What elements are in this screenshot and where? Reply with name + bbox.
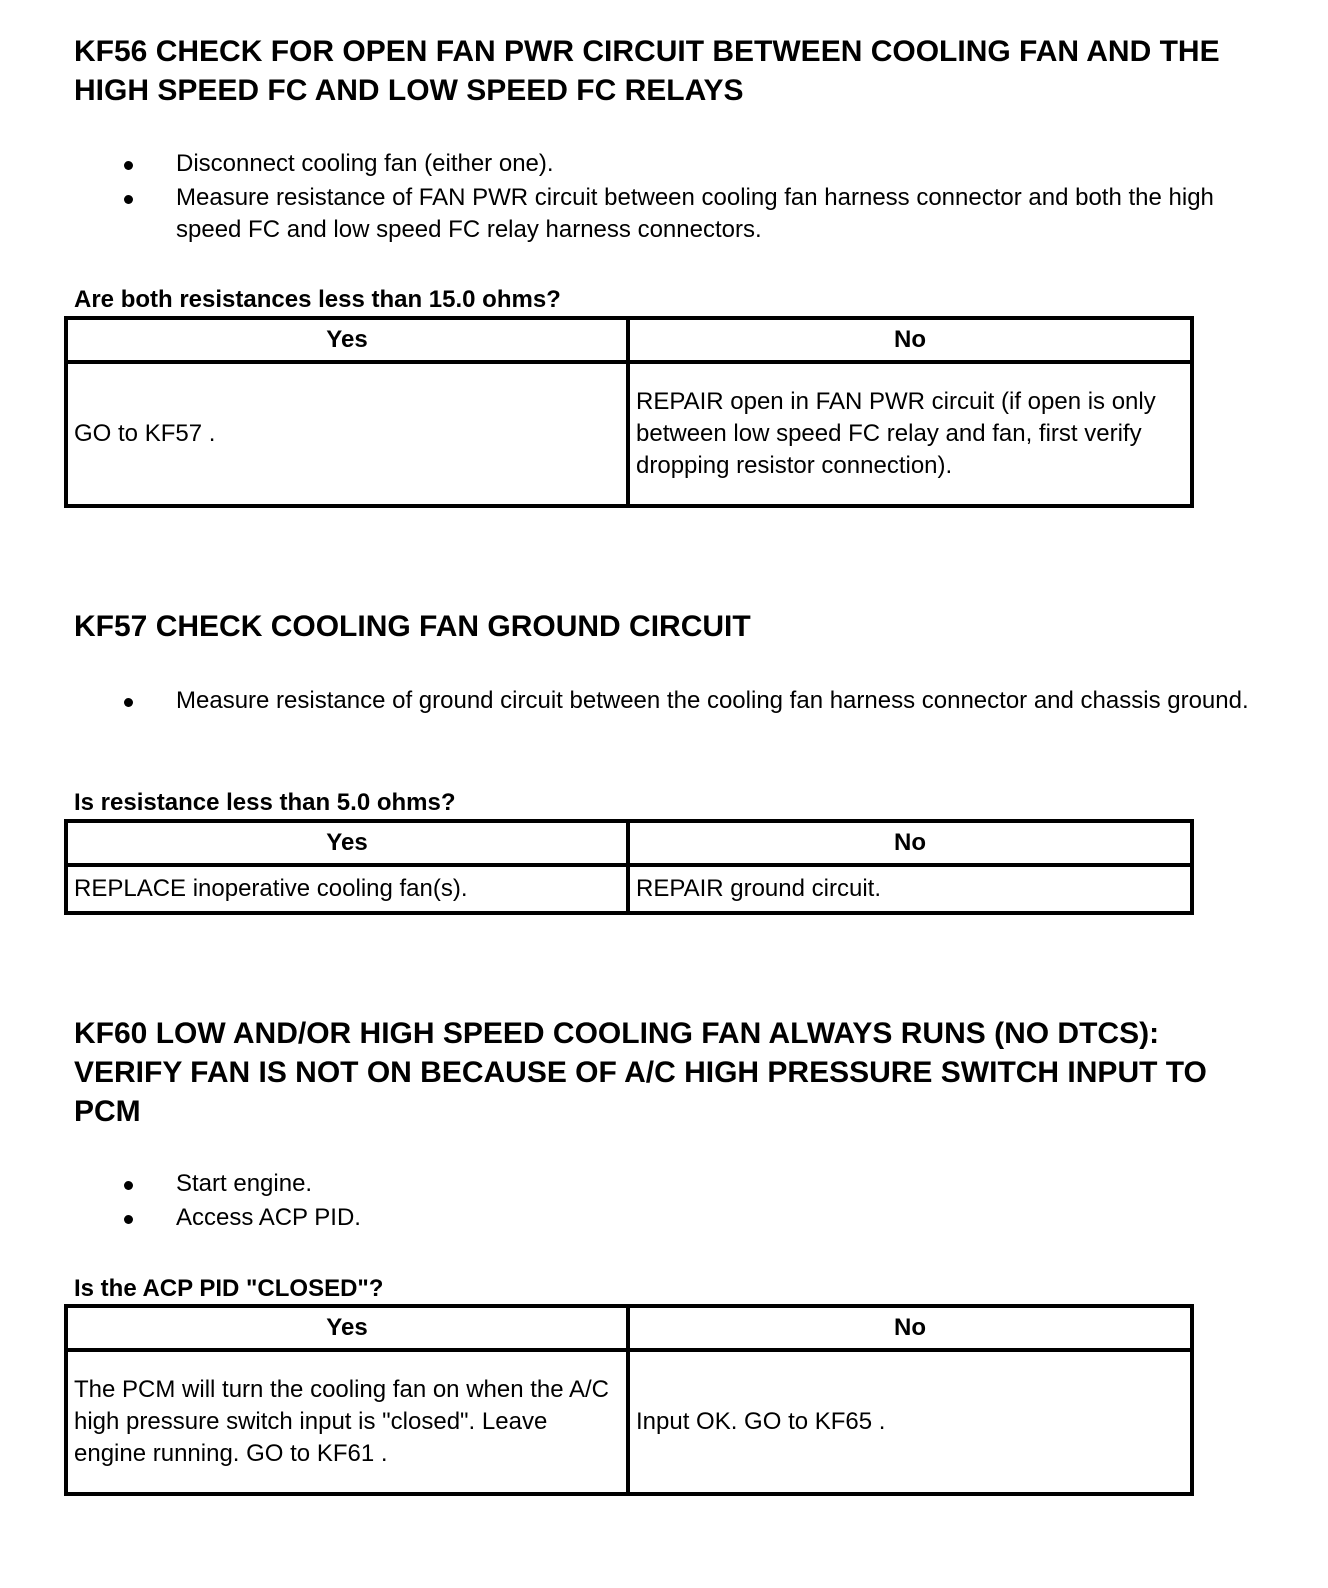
section-title: KF60 LOW AND/OR HIGH SPEED COOLING FAN ALWAYS RUNS (NO DTCS): VERIFY FAN IS NOT ON BECAUSE OF A/C HIGH PRESSURE SWITCH INPUT TO PCM xyxy=(74,1017,1207,1128)
step-list xyxy=(0,148,1328,248)
no-cell: Input OK. GO to KF65 . xyxy=(628,1350,1192,1494)
yes-cell: REPLACE inoperative cooling fan(s). xyxy=(66,865,628,913)
section-title: KF57 CHECK COOLING FAN GROUND CIRCUIT xyxy=(74,610,751,643)
bullet-icon xyxy=(124,1181,133,1190)
bullet-icon xyxy=(124,195,133,204)
yes-header: Yes xyxy=(66,1306,628,1350)
bullet-icon xyxy=(124,161,133,170)
no-header: No xyxy=(628,318,1192,362)
step-item: Access ACP PID. xyxy=(0,1202,1328,1234)
step-list xyxy=(0,1168,1328,1236)
bullet-icon xyxy=(124,698,133,707)
question-text: Is the ACP PID "CLOSED"? xyxy=(74,1275,384,1302)
step-item: Measure resistance of ground circuit between the cooling fan harness connector and chassis ground. xyxy=(0,685,1328,717)
bullet-icon xyxy=(124,1215,133,1224)
answer-table xyxy=(64,316,1194,508)
answer-table xyxy=(64,819,1194,915)
step-list xyxy=(0,685,1328,719)
yes-cell: The PCM will turn the cooling fan on when the A/C high pressure switch input is "closed". Leave engine running. GO to KF61 . xyxy=(66,1350,628,1494)
question-text: Are both resistances less than 15.0 ohms? xyxy=(74,286,561,313)
yes-header: Yes xyxy=(66,821,628,865)
yes-cell: GO to KF57 . xyxy=(66,362,628,506)
section-title: KF56 CHECK FOR OPEN FAN PWR CIRCUIT BETWEEN COOLING FAN AND THE HIGH SPEED FC AND LOW SPEED FC RELAYS xyxy=(74,35,1220,107)
step-item: Measure resistance of FAN PWR circuit between cooling fan harness connector and both the high speed FC and low speed FC relay harness connectors. xyxy=(0,182,1328,246)
answer-table xyxy=(64,1304,1194,1496)
question-text: Is resistance less than 5.0 ohms? xyxy=(74,789,456,816)
no-cell: REPAIR open in FAN PWR circuit (if open is only between low speed FC relay and fan, first verify dropping resistor connection). xyxy=(628,362,1192,506)
step-item: Start engine. xyxy=(0,1168,1328,1200)
yes-header: Yes xyxy=(66,318,628,362)
no-header: No xyxy=(628,1306,1192,1350)
step-item: Disconnect cooling fan (either one). xyxy=(0,148,1328,180)
no-header: No xyxy=(628,821,1192,865)
no-cell: REPAIR ground circuit. xyxy=(628,865,1192,913)
